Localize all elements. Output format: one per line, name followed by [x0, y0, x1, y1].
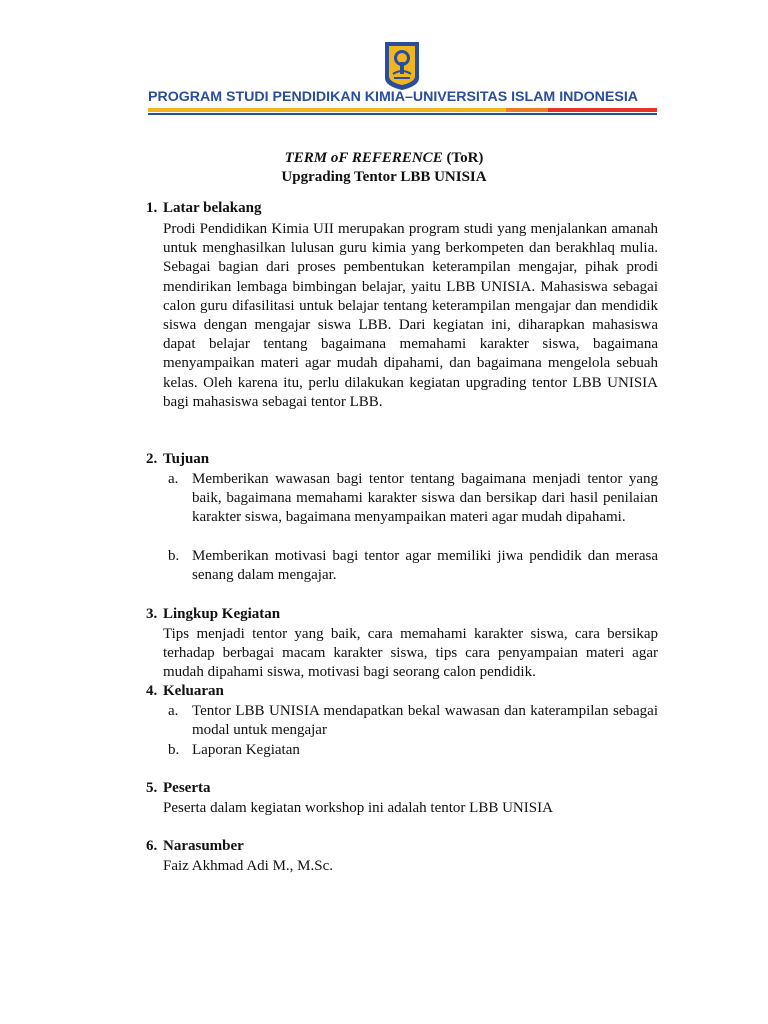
title-italic: TERM oF REFERENCE	[284, 150, 443, 166]
document-subtitle: Upgrading Tentor LBB UNISIA	[281, 169, 487, 185]
uii-emblem-icon	[383, 40, 421, 92]
bar-orange	[506, 108, 548, 112]
header-color-bar	[148, 108, 657, 116]
institution-header: PROGRAM STUDI PENDIDIKAN KIMIA–UNIVERSITAS ISLAM INDONESIA	[148, 89, 639, 105]
section-text-lingkup-kegiatan: Tips menjadi tentor yang baik, cara memahami karakter siswa, cara bersikap terhadap berbagai macam karakter siswa, tips cara penyampaian materi agar mudah dipahami siswa, motivasi bagi seorang calon pendidik.	[163, 626, 658, 681]
section-text-peserta: Peserta dalam kegiatan workshop ini adalah tentor LBB UNISIA	[163, 800, 553, 816]
section-heading-keluaran: 4. Keluaran	[146, 683, 224, 699]
list-item: b. Memberikan motivasi bagi tentor agar memiliki jiwa pendidik dan merasa senang dalam mengajar.	[168, 548, 658, 584]
title-abbr: (ToR)	[442, 150, 484, 166]
section-text-narasumber: Faiz Akhmad Adi M., M.Sc.	[163, 858, 334, 874]
bar-blue	[148, 113, 657, 115]
document-title	[0, 150, 768, 167]
section-heading-peserta: 5. Peserta	[146, 780, 211, 796]
section-heading-latar-belakang: 1. Latar belakang	[146, 200, 262, 216]
section-heading-tujuan: 2. Tujuan	[146, 451, 210, 467]
section-heading-narasumber: 6. Narasumber	[146, 838, 244, 854]
bar-red	[548, 108, 657, 112]
list-item: b. Laporan Kegiatan	[168, 742, 300, 758]
list-item: a. Memberikan wawasan bagi tentor tentang bagaimana menjadi tentor yang baik, bagaimana memahami karakter siswa dan bersikap dari hasil penilaian karakter siswa, bagaimana menyampaikan materi agar mudah dipahami.	[168, 471, 658, 526]
section-text-latar-belakang: Prodi Pendidikan Kimia UII merupakan program studi yang menjalankan amanah untuk menghasilkan lulusan guru kimia yang berkompeten dan berakhlaq mulia. Sebagai bagian dari proses pembentukan keterampilan mengajar, pihak prodi mendirikan lembaga bimbingan belajar, yaitu LBB UNISIA. Mahasiswa sebagai calon guru difasilitasi untuk belajar tentang keterampilan mengajar dan mendidik siswa dengan mengajar siswa LBB. Dari kegiatan ini, diharapkan mahasiswa dapat belajar tentang bagaimana memahami karakter siswa, bagaimana menyampaikan materi agar mudah dipahami, dan bagaimana mengelola sebuah kelas. Oleh karena itu, perlu dilakukan kegiatan upgrading tentor LBB UNISIA bagi mahasiswa sebagai tentor LBB.	[163, 221, 658, 410]
list-item: a. Tentor LBB UNISIA mendapatkan bekal wawasan dan katerampilan sebagai modal untuk mengajar	[168, 703, 658, 739]
section-heading-lingkup-kegiatan: 3. Lingkup Kegiatan	[146, 606, 281, 622]
bar-yellow	[148, 108, 506, 112]
